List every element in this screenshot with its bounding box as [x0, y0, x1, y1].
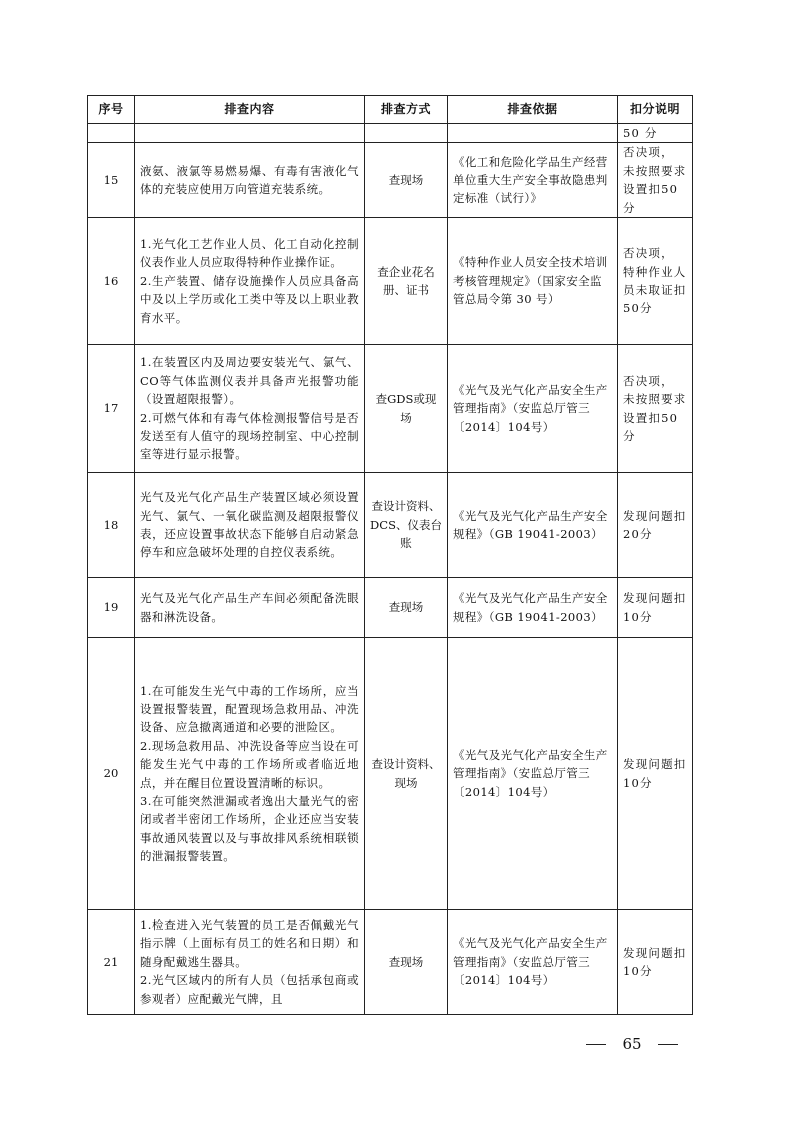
- content-paragraph: 光气及光气化产品生产装置区域必须设置光气、氯气、一氧化碳监测及超限报警仪表，还应设置事故状态下能够自启动紧急停车和应急破坏处理的自控仪表系统。: [140, 490, 359, 560]
- basis-cell: [448, 345, 618, 473]
- table-row: [88, 578, 693, 638]
- content-paragraph: 1.光气化工艺作业人员、化工自动化控制仪表作业人员应取得特种作业操作证。: [140, 237, 359, 270]
- table-row: [88, 218, 693, 345]
- table-row: [88, 910, 693, 1015]
- deduction-text: 否决项，: [623, 373, 674, 388]
- basis-cell: [448, 473, 618, 578]
- content-cell: [135, 218, 365, 345]
- seq-cell: 21: [88, 910, 135, 1015]
- content-cell: [135, 473, 365, 578]
- basis-text: 《化工和危险化学品生产经营单位重大生产安全事故隐患判定标准（试行）》: [453, 154, 608, 206]
- deduction-text: 否决项，: [623, 246, 674, 261]
- deduction-text: 发现问题扣20分: [623, 508, 687, 542]
- seq-cell: 16: [88, 218, 135, 345]
- content-paragraph: 液氨、液氯等易燃易爆、有毒有害液化气体的充装应使用万向管道充装系统。: [140, 163, 359, 197]
- method-cell: [365, 638, 448, 910]
- seq-cell: 20: [88, 638, 135, 910]
- basis-cell: [448, 218, 618, 345]
- page-number-dash-right: [658, 1044, 678, 1045]
- seq-cell: 15: [88, 143, 135, 218]
- deduction-text: 未按照要求设置扣50分: [623, 163, 687, 215]
- basis-cell: [448, 578, 618, 638]
- header-deduction: 扣分说明: [618, 96, 693, 124]
- deduction-cell: [618, 473, 693, 578]
- basis-text: 《光气及光气化产品安全生产管理指南》（安监总厅管三〔2014〕104号）: [453, 747, 608, 799]
- deduction-cell: [618, 910, 693, 1015]
- deduction-cell: [618, 143, 693, 218]
- content-paragraph: 1.在可能发生光气中毒的工作场所，应当设置报警装置，配置现场急救用品、冲洗设备、应急撤离通道和必要的泄险区。: [140, 683, 359, 735]
- deduction-text: 发现问题扣10分: [623, 945, 687, 979]
- method-cell: [365, 124, 448, 143]
- table-header-row: [88, 96, 693, 124]
- content-paragraph: 2.可燃气体和有毒气体检测报警信号是否发送至有人值守的现场控制室、中心控制室等进行显示报警。: [140, 410, 359, 462]
- table-row: [88, 143, 693, 218]
- content-cell: [135, 345, 365, 473]
- deduction-text: 发现问题扣10分: [623, 757, 687, 790]
- deduction-text: 否决项，: [623, 145, 674, 160]
- basis-text: 《光气及光气化产品生产安全规程》（GB 19041-2003）: [453, 591, 608, 624]
- table-row: [88, 124, 693, 143]
- table-body: [88, 124, 693, 1015]
- method-cell: [365, 143, 448, 218]
- content-paragraph: 2.生产装置、储存设施操作人员应具备高中及以上学历或化工类中等及以上职业教育水平。: [140, 273, 359, 325]
- seq-cell: [88, 124, 135, 143]
- basis-text: 《特种作业人员安全技术培训考核管理规定》（国家安全监管总局令第 30 号）: [453, 255, 608, 307]
- page-number-dash-left: [586, 1044, 606, 1045]
- method-cell: [365, 218, 448, 345]
- deduction-text: 未按照要求设置扣50分: [623, 392, 687, 443]
- content-paragraph: 3.在可能突然泄漏或者逸出大量光气的密闭或者半密闭工作场所，企业还应当安装事故通风装置以及与事故排风系统相联锁的泄漏报警装置。: [140, 793, 359, 864]
- method-text: 查企业花名册、证书: [377, 264, 435, 298]
- page-number-footer: [586, 1034, 678, 1054]
- basis-text: 《光气及光气化产品安全生产管理指南》（安监总厅管三〔2014〕104号）: [453, 382, 608, 434]
- deduction-cell: [618, 345, 693, 473]
- table-row: [88, 345, 693, 473]
- header-seq: 序号: [88, 96, 135, 124]
- content-paragraph: 光气及光气化产品生产车间必须配备洗眼器和淋洗设备。: [140, 591, 359, 624]
- method-cell: [365, 578, 448, 638]
- table-row: [88, 638, 693, 910]
- deduction-text: 特种作业人员未取证扣50分: [623, 264, 687, 316]
- content-cell: [135, 124, 365, 143]
- content-cell: [135, 578, 365, 638]
- seq-cell: 17: [88, 345, 135, 473]
- content-paragraph: 1.检查进入光气装置的员工是否佩戴光气指示牌（上面标有员工的姓名和日期）和随身配戴逃生器具。: [140, 918, 359, 969]
- table-row: [88, 473, 693, 578]
- basis-text: 《光气及光气化产品生产安全规程》（GB 19041-2003）: [453, 508, 608, 542]
- basis-text: 《光气及光气化产品安全生产管理指南》（安监总厅管三〔2014〕104号）: [453, 936, 608, 988]
- deduction-cell: [618, 124, 693, 143]
- basis-cell: [448, 124, 618, 143]
- seq-cell: 18: [88, 473, 135, 578]
- content-paragraph: 2.现场急救用品、冲洗设备等应当设在可能发生光气中毒的工作场所或者临近地点，并在醒目位置设置清晰的标识。: [140, 738, 359, 790]
- basis-cell: [448, 910, 618, 1015]
- method-cell: [365, 910, 448, 1015]
- method-text: 查设计资料、DCS、仪表台账: [370, 499, 442, 551]
- deduction-text: 50 分: [623, 126, 658, 140]
- seq-cell: 19: [88, 578, 135, 638]
- content-paragraph: 2.光气区域内的所有人员（包括承包商或参观者）应配戴光气牌，且: [140, 973, 359, 1006]
- content-cell: [135, 143, 365, 218]
- header-content: 排查内容: [135, 96, 365, 124]
- deduction-cell: [618, 218, 693, 345]
- inspection-table: [87, 95, 693, 1015]
- method-cell: [365, 345, 448, 473]
- deduction-text: 发现问题扣10分: [623, 591, 687, 624]
- method-cell: [365, 473, 448, 578]
- basis-cell: [448, 143, 618, 218]
- method-text: 查现场: [388, 954, 424, 969]
- header-basis: 排查依据: [448, 96, 618, 124]
- deduction-cell: [618, 638, 693, 910]
- content-cell: [135, 910, 365, 1015]
- method-text: 查现场: [388, 173, 424, 188]
- page-number: 65: [622, 1035, 642, 1053]
- method-text: 查现场: [388, 600, 424, 615]
- header-method: 排查方式: [365, 96, 448, 124]
- basis-cell: [448, 638, 618, 910]
- deduction-cell: [618, 578, 693, 638]
- content-paragraph: 1.在装置区内及周边要安装光气、氯气、CO等气体监测仪表并具备声光报警功能（设置超限报警）。: [140, 355, 359, 407]
- method-text: 查GDS或现场: [375, 392, 437, 425]
- method-text: 查设计资料、现场: [371, 757, 441, 790]
- content-cell: [135, 638, 365, 910]
